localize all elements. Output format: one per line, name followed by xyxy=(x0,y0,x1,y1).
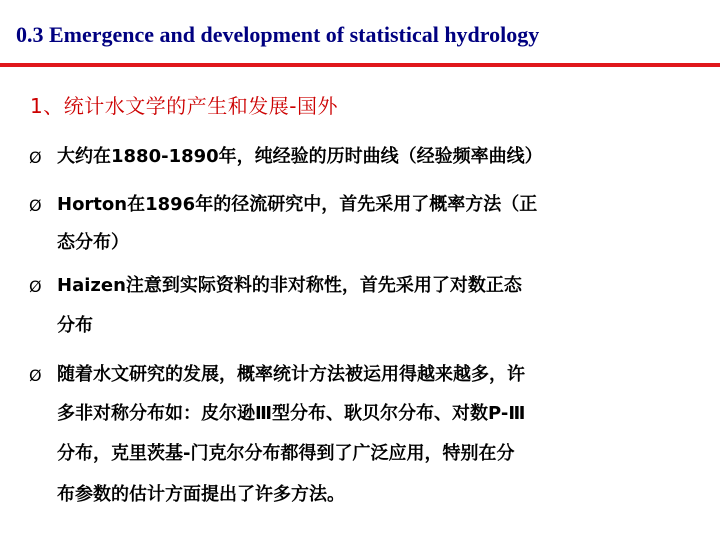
bullet-3-line-1: Haizen注意到实际资料的非对称性，首先采用了对数正态 xyxy=(57,275,522,296)
bullet-4-line-3: 分布，克里茨基-门克尔分布都得到了广泛应用，特别在分 xyxy=(57,443,515,464)
bullet-4-line-4: 布参数的估计方面提出了许多方法。 xyxy=(57,484,345,505)
bullet-3-line-2: 分布 xyxy=(57,315,93,336)
bullet-arrow-icon: Ø xyxy=(29,148,42,167)
bullet-arrow-icon: Ø xyxy=(29,277,42,296)
bullet-4-line-2: 多非对称分布如：皮尔逊Ⅲ型分布、耿贝尔分布、对数P-Ⅲ xyxy=(57,403,526,424)
bullet-arrow-icon: Ø xyxy=(29,366,42,385)
bullet-2-line-2: 态分布） xyxy=(57,232,129,253)
bullet-4-line-1: 随着水文研究的发展，概率统计方法被运用得越来越多，许 xyxy=(57,364,525,385)
slide-title: 0.3 Emergence and development of statistical hydrology xyxy=(16,22,540,47)
bullet-1-line-1: 大约在1880-1890年，纯经验的历时曲线（经验频率曲线） xyxy=(57,146,543,167)
bullet-arrow-icon: Ø xyxy=(29,196,42,215)
section-subtitle: 1、统计水文学的产生和发展-国外 xyxy=(30,94,338,118)
bullet-2-line-1: Horton在1896年的径流研究中，首先采用了概率方法（正 xyxy=(57,194,538,215)
